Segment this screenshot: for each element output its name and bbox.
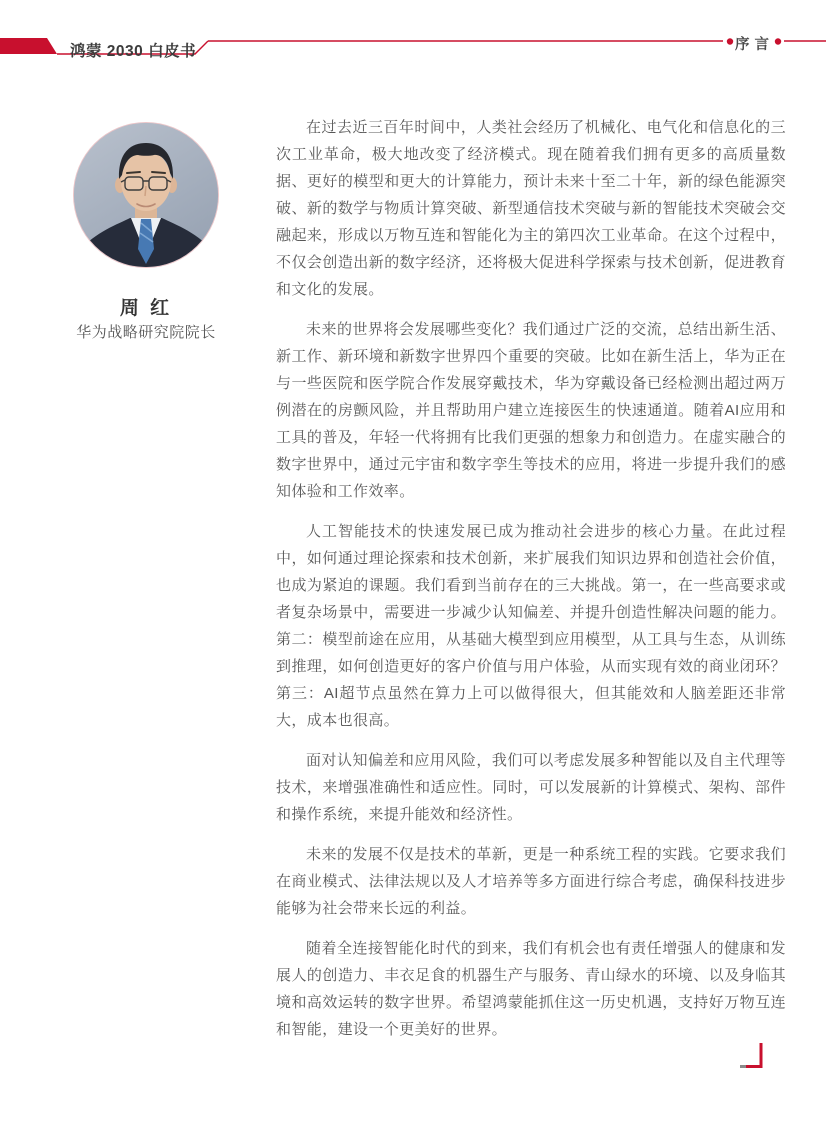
preface-paragraph: 随着全连接智能化时代的到来，我们有机会也有责任增强人的健康和发展人的创造力、丰衣足食的机器生产与服务、青山绿水的环境、以及身临其境和高效运转的数字世界。希望鸿蒙能抓住这一历史机遇，支持好万物互连和智能，建设一个更美好的世界。 <box>276 940 786 1038</box>
preface-body <box>276 114 786 1056</box>
portrait-illustration <box>74 123 218 267</box>
page-header <box>0 0 826 70</box>
preface-paragraph: 在过去近三百年时间中，人类社会经历了机械化、电气化和信息化的三次工业革命，极大地改变了经济模式。现在随着我们拥有更多的高质量数据、更好的模型和更大的计算能力，预计未来十至二十年，新的绿色能源突破、新的数学与物质计算突破、新型通信技术突破与新的智能技术突破会交融起来，形成以万物互连和智能化为主的第四次工业革命。在这个过程中，不仅会创造出新的数字经济，还将极大促进科学探索与技术创新，促进教育和文化的发展。 <box>276 119 786 298</box>
rule-dot-left <box>727 38 733 44</box>
preface-paragraph: 面对认知偏差和应用风险，我们可以考虑发展多种智能以及自主代理等技术，来增强准确性和适应性。同时，可以发展新的计算模式、架构、部件和操作系统，来提升能效和经济性。 <box>276 752 786 823</box>
header-corner-accent <box>0 38 57 54</box>
rule-dot-right <box>775 38 781 44</box>
author-name: 周 红 <box>119 298 173 319</box>
author-title: 华为战略研究院院长 <box>76 324 216 341</box>
preface-paragraph: 人工智能技术的快速发展已成为推动社会进步的核心力量。在此过程中，如何通过理论探索和技术创新，来扩展我们知识边界和创造社会价值，也成为紧迫的课题。我们看到当前存在的三大挑战。第一，在一些高要求或者复杂场景中，需要进一步减少认知偏差、并提升创造性解决问题的能力。第二：模型前途在应用，从基础大模型到应用模型，从工具与生态，从训练到推理，如何创造更好的客户价值与用户体验，从而实现有效的商业闭环？第三：AI超节点虽然在算力上可以做得很大，但其能效和人脑差距还非常大，成本也很高。 <box>276 523 786 729</box>
author-photo <box>74 123 218 267</box>
corner-bracket <box>733 1039 767 1073</box>
preface-paragraph: 未来的发展不仅是技术的革新，更是一种系统工程的实践。它要求我们在商业模式、法律法规以及人才培养等多方面进行综合考虑，确保科技进步能够为社会带来长远的利益。 <box>276 846 786 917</box>
section-label: 序言 <box>735 37 774 53</box>
document-title: 鸿蒙 2030 白皮书 <box>70 43 197 60</box>
preface-paragraph: 未来的世界将会发展哪些变化？我们通过广泛的交流，总结出新生活、新工作、新环境和新数字世界四个重要的突破。比如在新生活上，华为正在与一些医院和医学院合作发展穿戴技术，华为穿戴设备已经检测出超过两万例潜在的房颤风险，并且帮助用户建立连接医生的快速通道。随着AI应用和工具的普及，年轻一代将拥有比我们更强的想象力和创造力。在虚实融合的数字世界中，通过元宇宙和数字孪生等技术的应用，将进一步提升我们的感知体验和工作效率。 <box>276 321 786 500</box>
